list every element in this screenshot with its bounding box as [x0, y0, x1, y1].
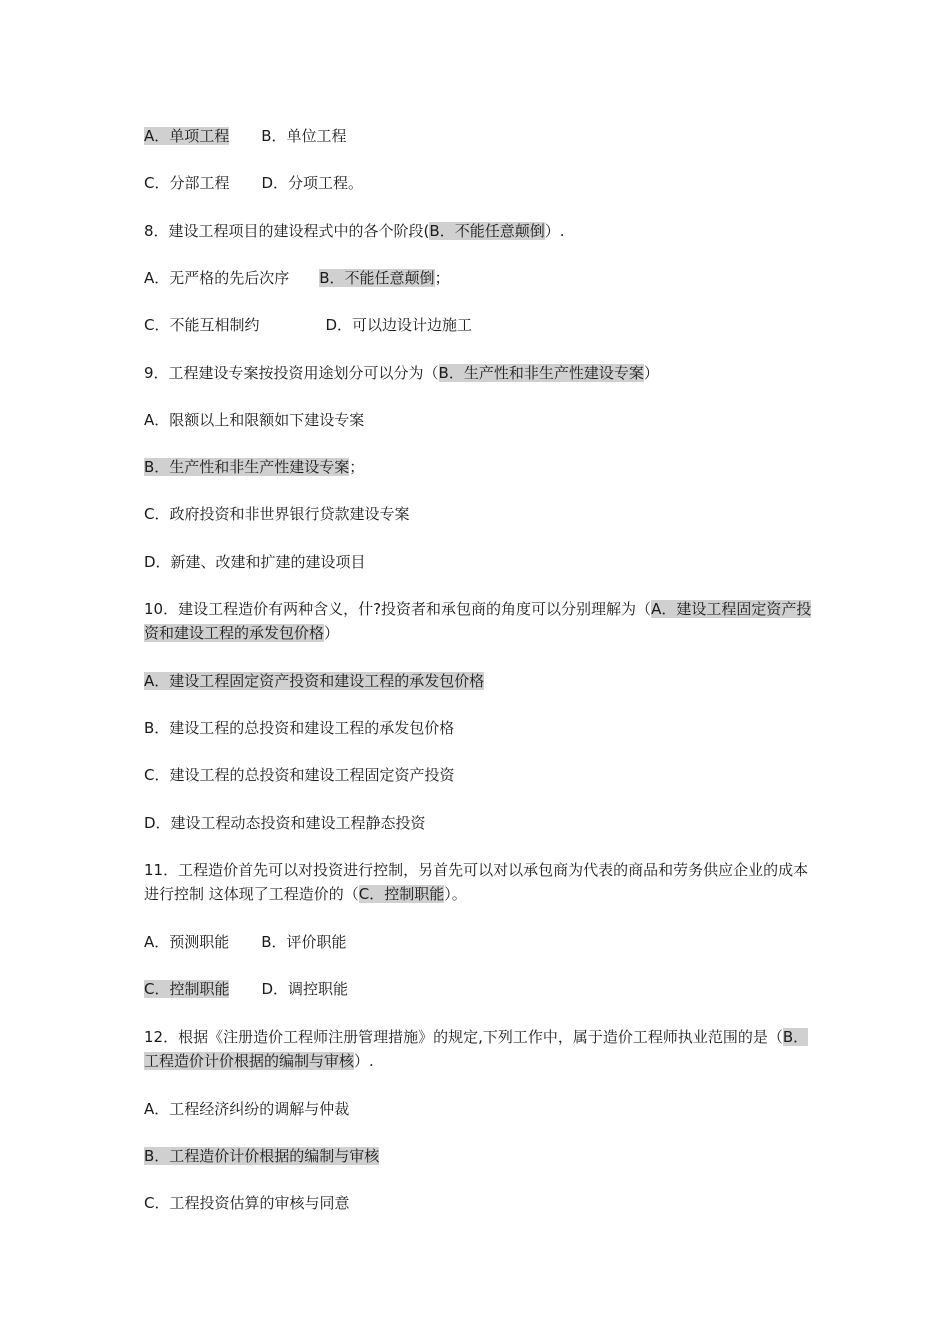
line-q8-stem — [144, 219, 564, 243]
text-segment: C．政府投资和非世界银行贷款建设专案 — [144, 505, 410, 523]
highlighted-answer-text: B．不能任意颠倒 — [319, 269, 435, 287]
line-q8-opts-cd — [144, 313, 472, 337]
highlighted-answer-text: B．工程造价计价根据的编制与审核 — [144, 1028, 809, 1070]
text-segment: B．单位工程 — [261, 127, 347, 145]
line-q10-opt-c — [144, 763, 454, 787]
line-q7-opts-ab — [144, 124, 347, 148]
text-segment: D．分项工程。 — [261, 174, 364, 192]
line-q9-opt-a — [144, 408, 364, 432]
highlighted-answer-text: B．不能任意颠倒 — [429, 222, 545, 240]
text-segment: B．建设工程的总投资和建设工程的承发包价格 — [144, 719, 455, 737]
text-segment: A．预测职能 — [144, 933, 230, 951]
text-segment: 9．工程建设专案按投资用途划分可以分为（ — [144, 364, 439, 382]
text-segment: 8．建设工程项目的建设程式中的各个阶段( — [144, 222, 430, 240]
line-q12-opt-b — [144, 1144, 379, 1168]
line-q11-opts-ab — [144, 930, 347, 954]
text-segment: 10．建设工程造价有两种含义，什?投资者和承包商的角度可以分别理解为（ — [144, 600, 652, 618]
line-q10-stem — [144, 597, 814, 645]
text-segment: ； — [349, 458, 365, 476]
line-q12-opt-a — [144, 1097, 349, 1121]
text-segment: B．评价职能 — [261, 933, 347, 951]
line-q10-opt-a — [144, 669, 484, 693]
line-q9-stem — [144, 361, 659, 385]
line-q9-opt-d — [144, 550, 366, 574]
text-segment: 12．根据《注册造价工程师注册管理措施》的规定,下列工作中，属于造价工程师执业范围的是（ — [144, 1028, 783, 1046]
text-segment: A．无严格的先后次序 — [144, 269, 290, 287]
highlighted-answer-text: A．建设工程固定资产投资和建设工程的承发包价格 — [144, 672, 485, 690]
line-q7-opts-cd — [144, 171, 363, 195]
text-segment: ） — [643, 364, 659, 382]
line-q11-stem — [144, 858, 814, 906]
text-segment: D．可以边设计边施工 — [325, 316, 473, 334]
highlighted-answer-text: A．建设工程固定资产投资和建设工程的承发包价格 — [144, 600, 812, 642]
text-segment: C．分部工程 — [144, 174, 230, 192]
text-segment: A．工程经济纠纷的调解与仲裁 — [144, 1100, 350, 1118]
text-segment: ）. — [544, 222, 565, 240]
text-segment: C．工程投资估算的审核与同意 — [144, 1194, 350, 1212]
text-segment: ） — [324, 624, 340, 642]
text-segment: C．建设工程的总投资和建设工程固定资产投资 — [144, 766, 455, 784]
line-q10-opt-b — [144, 716, 454, 740]
line-q9-opt-b — [144, 455, 364, 479]
text-segment: A．限额以上和限额如下建设专案 — [144, 411, 365, 429]
highlighted-answer-text: C．控制职能 — [144, 980, 230, 998]
text-segment: D．建设工程动态投资和建设工程静态投资 — [144, 814, 426, 832]
text-segment: D．调控职能 — [261, 980, 349, 998]
text-segment: ； — [434, 269, 450, 287]
text-segment: ）。 — [444, 885, 467, 903]
text-segment: 11．工程造价首先可以对投资进行控制，另首先可以对以承包商为代表的商品和劳务供应企业的成本进行控制 这体现了工程造价的（ — [144, 861, 809, 903]
highlighted-answer-text: C．控制职能 — [358, 885, 445, 903]
highlighted-answer-text: B．生产性和非生产性建设专案 — [438, 364, 644, 382]
line-q12-opt-c — [144, 1191, 349, 1215]
highlighted-answer-text: A．单项工程 — [144, 127, 230, 145]
text-segment: C．不能互相制约 — [144, 316, 260, 334]
line-q8-opts-ab — [144, 266, 450, 290]
highlighted-answer-text: B．生产性和非生产性建设专案 — [144, 458, 350, 476]
line-q10-opt-d — [144, 811, 426, 835]
line-q12-stem — [144, 1025, 814, 1073]
line-q11-opts-cd — [144, 977, 348, 1001]
text-segment: D．新建、改建和扩建的建设项目 — [144, 553, 366, 571]
text-segment: ）. — [354, 1052, 374, 1070]
highlighted-answer-text: B．工程造价计价根据的编制与审核 — [144, 1147, 380, 1165]
line-q9-opt-c — [144, 502, 409, 526]
